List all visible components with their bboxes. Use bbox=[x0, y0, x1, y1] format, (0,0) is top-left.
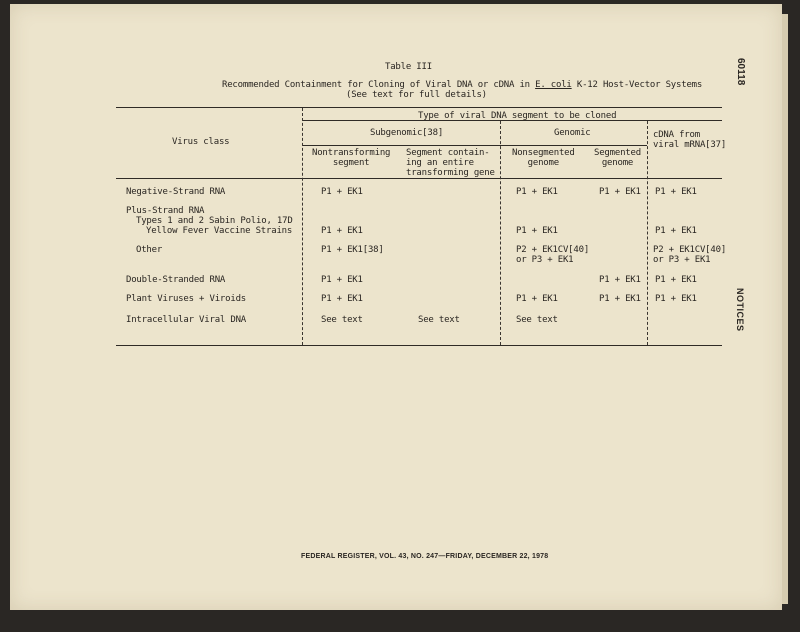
row-negative-label: Negative-Strand RNA bbox=[126, 187, 226, 197]
rule-header-bottom bbox=[116, 178, 722, 179]
header-virus-class: Virus class bbox=[172, 137, 230, 147]
header-nontransforming-line1: Nontransforming bbox=[312, 148, 391, 158]
row-plant-nontransforming: P1 + EK1 bbox=[321, 294, 363, 304]
row-intracellular-nonsegmented: See text bbox=[516, 315, 558, 325]
rule-bottom bbox=[116, 345, 722, 346]
row-negative-cdna: P1 + EK1 bbox=[655, 187, 697, 197]
row-types-nonsegmented: P1 + EK1 bbox=[516, 226, 558, 236]
row-other-nonsegmented-line1: P2 + EK1CV[40] bbox=[516, 245, 590, 255]
row-other-nonsegmented-line2: or P3 + EK1 bbox=[516, 255, 574, 265]
header-nonsegmented bbox=[512, 148, 575, 168]
row-double-cdna: P1 + EK1 bbox=[655, 275, 697, 285]
row-types-label-line1: Types 1 and 2 Sabin Polio, 17D bbox=[136, 216, 293, 226]
header-genomic: Genomic bbox=[554, 128, 591, 138]
row-negative-nonsegmented: P1 + EK1 bbox=[516, 187, 558, 197]
table-subcaption: (See text for full details) bbox=[346, 90, 487, 100]
table-title: Table III bbox=[385, 62, 432, 72]
row-double-label: Double-Stranded RNA bbox=[126, 275, 226, 285]
caption-ecoli: E. coli bbox=[535, 80, 572, 90]
row-intracellular-label: Intracellular Viral DNA bbox=[126, 315, 247, 325]
row-other-label: Other bbox=[136, 245, 163, 255]
header-subgenomic: Subgenomic[38] bbox=[370, 128, 444, 138]
row-types-label bbox=[136, 216, 293, 236]
row-other-cdna-line1: P2 + EK1CV[40] bbox=[653, 245, 727, 255]
header-nontransforming bbox=[312, 148, 390, 168]
divider-subgenomic-genomic bbox=[500, 121, 501, 345]
caption-pre: Recommended Containment for Cloning of Viral DNA or cDNA in bbox=[222, 80, 536, 90]
header-cdna bbox=[653, 130, 726, 150]
header-cdna-line2: viral mRNA[37] bbox=[653, 140, 727, 150]
rule-top bbox=[116, 107, 722, 108]
header-segmented bbox=[594, 148, 641, 168]
header-nonsegmented-line2: genome bbox=[527, 158, 559, 168]
section-label: NOTICES bbox=[735, 288, 745, 332]
row-intracellular-nontransforming: See text bbox=[321, 315, 363, 325]
row-double-nontransforming: P1 + EK1 bbox=[321, 275, 363, 285]
header-segment-containing-line1: Segment contain- bbox=[406, 148, 490, 158]
row-double-segmented: P1 + EK1 bbox=[599, 275, 641, 285]
row-negative-segmented: P1 + EK1 bbox=[599, 187, 641, 197]
row-plant-segmented: P1 + EK1 bbox=[599, 294, 641, 304]
page-number: 60118 bbox=[735, 58, 746, 86]
row-other-cdna-line2: or P3 + EK1 bbox=[653, 255, 711, 265]
header-cdna-line1: cDNA from bbox=[653, 130, 700, 140]
row-negative-nontransforming: P1 + EK1 bbox=[321, 187, 363, 197]
row-other-cdna bbox=[653, 245, 726, 265]
row-plant-label: Plant Viruses + Viroids bbox=[126, 294, 247, 304]
row-types-label-line2: Yellow Fever Vaccine Strains bbox=[146, 226, 293, 236]
row-types-cdna: P1 + EK1 bbox=[655, 226, 697, 236]
row-types-nontransforming: P1 + EK1 bbox=[321, 226, 363, 236]
table-caption bbox=[222, 80, 702, 90]
divider-genomic-cdna bbox=[647, 121, 648, 345]
row-plant-nonsegmented: P1 + EK1 bbox=[516, 294, 558, 304]
header-type-segment: Type of viral DNA segment to be cloned bbox=[418, 111, 617, 121]
header-segmented-line2: genome bbox=[601, 158, 634, 168]
row-plus-label: Plus-Strand RNA bbox=[126, 206, 205, 216]
header-nontransforming-line2: segment bbox=[332, 158, 370, 168]
row-intracellular-segment-containing: See text bbox=[418, 315, 460, 325]
header-segment-containing bbox=[406, 148, 495, 178]
header-segmented-line1: Segmented bbox=[594, 148, 641, 158]
rule-subgroup bbox=[302, 145, 647, 146]
footer-citation: FEDERAL REGISTER, VOL. 43, NO. 247—FRIDAY, DECEMBER 22, 1978 bbox=[301, 553, 549, 560]
row-other-nontransforming: P1 + EK1[38] bbox=[321, 245, 384, 255]
header-segment-containing-line3: transforming gene bbox=[406, 168, 495, 178]
header-segment-containing-line2: ing an entire bbox=[406, 158, 474, 168]
caption-post: K-12 Host-Vector Systems bbox=[571, 80, 703, 90]
divider-virus-class bbox=[302, 108, 303, 345]
row-plant-cdna: P1 + EK1 bbox=[655, 294, 697, 304]
row-other-nonsegmented bbox=[516, 245, 589, 265]
header-nonsegmented-line1: Nonsegmented bbox=[512, 148, 575, 158]
